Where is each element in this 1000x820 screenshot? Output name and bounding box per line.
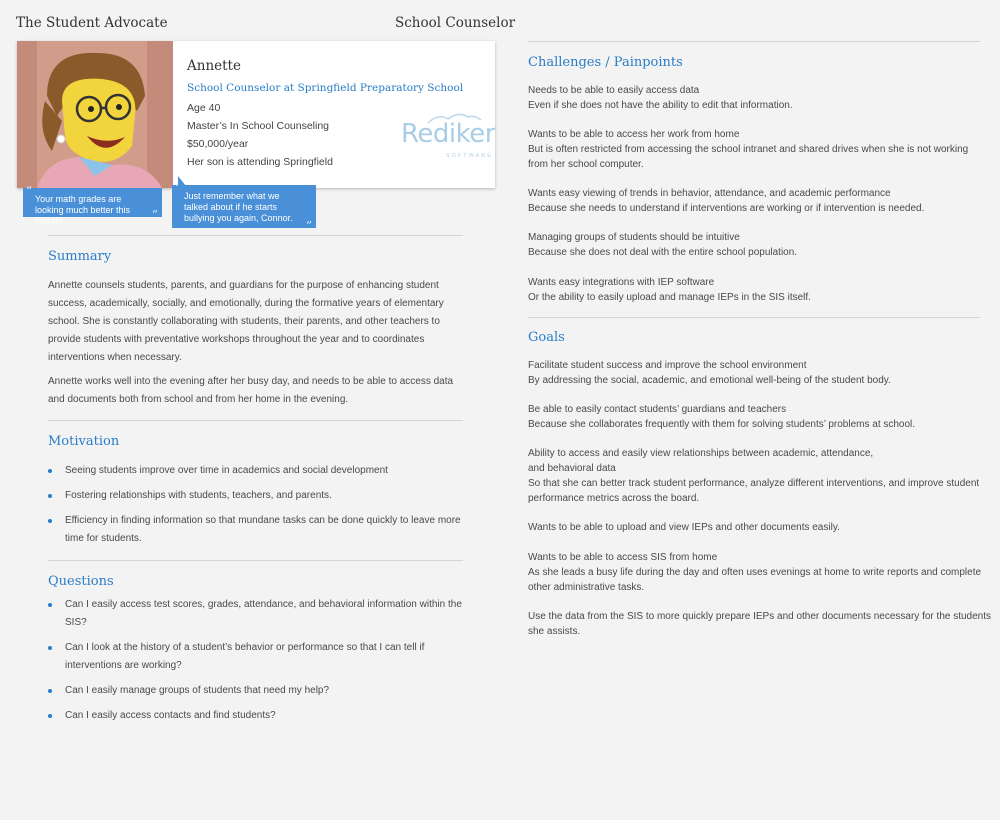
persona-role: School Counselor xyxy=(395,15,516,31)
goals-heading: Goals xyxy=(528,330,565,345)
logo-subtext: SOFTWARE xyxy=(445,153,493,159)
company-logo xyxy=(401,119,495,159)
logo-wordmark: Rediker xyxy=(401,119,495,149)
questions-list xyxy=(48,596,463,732)
list-item xyxy=(48,512,463,548)
goal-item xyxy=(528,446,978,506)
avatar xyxy=(17,41,173,188)
summary-paragraph-2: Annette works well into the evening after her busy day, and needs to be able to access data and documents both from school and from her home in the evening. xyxy=(48,376,454,405)
quote-text-1: Your math grades are looking much better this month! xyxy=(35,194,131,226)
challenge-reason: Because she needs to understand if interventions are working or if intervention is needed. xyxy=(528,203,925,214)
quote-open-icon: “ xyxy=(26,184,33,198)
goal-item xyxy=(528,402,978,432)
challenge-item xyxy=(528,230,978,260)
challenge-item xyxy=(528,186,978,216)
persona-age: Age 40 xyxy=(187,102,221,114)
persona-title: The Student Advocate xyxy=(16,15,168,31)
bullet-icon xyxy=(48,494,52,498)
list-item xyxy=(48,682,463,700)
motivation-list xyxy=(48,462,463,555)
quote-bubble-1 xyxy=(23,184,162,226)
challenge-need: Wants to be able to access her work from home xyxy=(528,129,740,140)
persona-education: Master’s In School Counseling xyxy=(187,120,330,132)
list-item xyxy=(48,707,463,725)
challenge-reason: But is often restricted from accessing the school intranet and shared drives when she is not working xyxy=(528,144,969,155)
divider xyxy=(48,235,463,236)
challenges-heading: Challenges / Painpoints xyxy=(528,55,683,70)
quote-bubble-2 xyxy=(172,181,316,233)
divider xyxy=(528,317,980,318)
motivation-heading: Motivation xyxy=(48,434,120,449)
challenge-need: Wants easy viewing of trends in behavior, attendance, and academic performance xyxy=(528,188,891,199)
challenge-reason: Because she does not deal with the entire school population. xyxy=(528,247,798,258)
goal-reason: Because she collaborates frequently with them for solving students’ problems at school. xyxy=(528,419,916,430)
bullet-icon xyxy=(48,603,52,607)
bullet-icon xyxy=(48,519,52,523)
list-item-text: Efficiency in finding information so that mundane tasks can be done quickly to leave more time for students. xyxy=(65,515,461,544)
challenge-reason: Even if she does not have the ability to edit that information. xyxy=(528,100,793,111)
list-item-text: Can I look at the history of a student’s behavior or performance so that I can tell if interventions are working? xyxy=(65,642,425,671)
goal-item xyxy=(528,609,992,639)
list-item-text: Can I easily access test scores, grades, attendance, and behavioral information within the SIS? xyxy=(65,599,462,628)
list-item xyxy=(48,639,463,675)
goal-statement: and behavioral data xyxy=(528,463,616,474)
list-item xyxy=(48,462,463,480)
list-item-text: Can I easily access contacts and find students? xyxy=(65,710,276,721)
challenge-item xyxy=(528,127,978,172)
persona-family: Her son is attending Springfield xyxy=(187,156,333,168)
questions-heading: Questions xyxy=(48,574,114,589)
challenge-reason: Or the ability to easily upload and manage IEPs in the SIS itself. xyxy=(528,292,811,303)
goal-reason: other administrative tasks. xyxy=(528,582,645,593)
profile-card xyxy=(17,41,495,188)
challenge-item xyxy=(528,275,978,305)
summary-heading: Summary xyxy=(48,249,112,264)
bullet-icon xyxy=(48,646,52,650)
goal-reason: performance metrics across the board. xyxy=(528,493,700,504)
challenge-item xyxy=(528,83,978,113)
challenge-need: Wants easy integrations with IEP software xyxy=(528,277,715,288)
goal-item xyxy=(528,358,978,388)
list-item-text: Can I easily manage groups of students that need my help? xyxy=(65,685,330,696)
bullet-icon xyxy=(48,714,52,718)
quote-close-icon: ” xyxy=(151,208,158,222)
summary-paragraph-1: Annette counsels students, parents, and guardians for the purpose of enhancing student success, academically, socially, and emotionally, during the formative years of elementary school. She is constantly collaborating with students, their parents, and other teachers to provide students with preventative workshops throughout the year and to coordinates interventions when necessary. xyxy=(48,280,444,363)
challenge-reason: from her school computer. xyxy=(528,159,644,170)
bullet-icon xyxy=(48,469,52,473)
divider xyxy=(528,41,980,42)
list-item xyxy=(48,487,463,505)
goal-reason: So that she can better track student performance, analyze different interventions, and improve student xyxy=(528,478,980,489)
goal-statement: Wants to be able to upload and view IEPs and other documents easily. xyxy=(528,522,840,533)
bird-icon xyxy=(423,111,483,127)
goal-statement: Wants to be able to access SIS from home xyxy=(528,552,718,563)
bubble-tail xyxy=(178,176,186,186)
persona-job-title: School Counselor at Springfield Preparatory School xyxy=(187,82,464,94)
list-item-text: Fostering relationships with students, teachers, and parents. xyxy=(65,490,332,501)
bullet-icon xyxy=(48,689,52,693)
persona-name: Annette xyxy=(187,58,241,74)
quote-text-2: Just remember what we talked about if he starts bullying you again, Connor. xyxy=(184,191,293,223)
goal-statement: she assists. xyxy=(528,626,581,637)
challenge-need: Needs to be able to easily access data xyxy=(528,85,700,96)
goal-item xyxy=(528,520,978,535)
divider xyxy=(48,420,463,421)
goal-statement: Use the data from the SIS to more quickly prepare IEPs and other documents necessary for the students xyxy=(528,611,992,622)
goal-item xyxy=(528,550,982,595)
list-item xyxy=(48,596,463,632)
quote-open-icon: “ xyxy=(175,181,182,195)
goal-statement: Be able to easily contact students’ guardians and teachers xyxy=(528,404,787,415)
goal-statement: Ability to access and easily view relationships between academic, attendance, xyxy=(528,448,874,459)
list-item-text: Seeing students improve over time in academics and social development xyxy=(65,465,388,476)
goal-statement: Facilitate student success and improve the school environment xyxy=(528,360,807,371)
persona-salary: $50,000/year xyxy=(187,138,249,150)
goal-reason: By addressing the social, academic, and emotional well-being of the student body. xyxy=(528,375,891,386)
quote-close-icon: ” xyxy=(305,219,312,233)
divider xyxy=(48,560,463,561)
goal-reason: As she leads a busy life during the day and often uses evenings at home to write reports and complete xyxy=(528,567,982,578)
challenge-need: Managing groups of students should be intuitive xyxy=(528,232,740,243)
